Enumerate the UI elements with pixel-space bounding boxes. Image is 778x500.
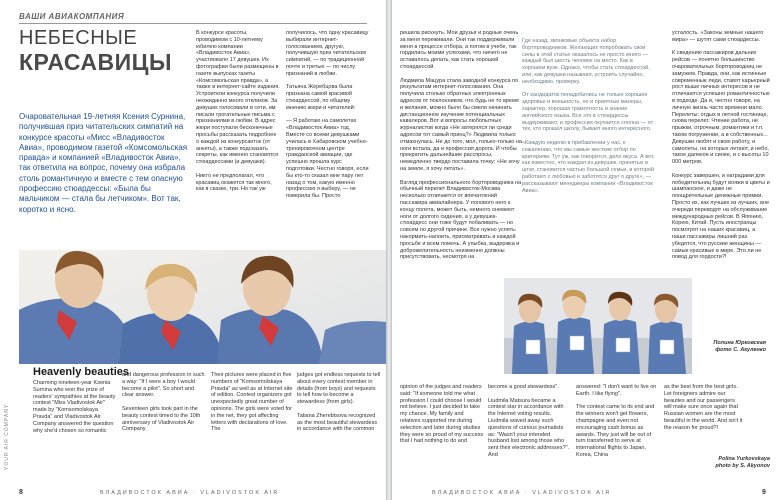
english-column-6: become a good stewardess". Liudmila Matsura became a contest star in accordance with the Internet voting results. Liudmila waved away such questions of curious journalists as: "Wasn't your intended husband lost among those who sent their electronic addresses?". And [488,384,570,458]
article-title-line2: КРАСАВИЦЫ [19,49,173,75]
body-column-ru-1: В конкурсе красоты, проводимом с 10-летнему юбилею компании «Владивосток Авиа», участвовало 17 девушек. Их фотографии были размещены в газете выпусках газеты «Комсомольская правда», а также в интернет-сайте издания. Устроители конкурса получили неожиданно много откликов. За девушек голосовали в сети, им писали трогательные письма с признаниями в любви. В адрес жюри поступали бесконечные просьбы рассказать подробнее о каждой из конкурсанток (от анкеты), а также подсказать секреты, как именно становятся стюардессами (и девушки). Никто не предполагал, что красавиц окажется так много, как в сказке, три. Но так уж [196,30,280,193]
body-column-ru-2: получилось, что одну красавицу выбирали интернет-голосованием, другую, получившую приз читательских симпатий, — по традиционной почте и третью — по числу признаний в любви. Татьяна Жеребцова была признана самой красивой стюардессой, по общему мнению жюри и читателей: — Я работаю на самолетах «Владивосток Авиа» год. Вместе со всеми девушками училась в Хабаровском учебно-тренировочном центре гражданской авиации, где успешно прошла курс подготовки. Честно говоря, если бы кто-то сказал мне пару лет назад о том, какую именно профессию я выберу, — не поверила бы. Просто [286,30,369,200]
section-header: ВАШИ АВИАКОМПАНИЯ [19,12,125,21]
english-column-8: as the best from the best girls. Let foreigners admire our beauties and our passengers will make sure once again that Russian women are the most beautiful in the world. And isn't it the reason for proud?! [664,384,743,431]
lead-paragraph: Очаровательная 19-летняя Ксения Сурнина, получившая приз читательских симпатий на конкурсе красоты «Мисс «Владивосток Авиа», проводимом газетой «Комсомольская правда» и компанией «Владивосток Авиа», так ответила на вопрос, почему она избрала столь романтичную и вместе с тем опасную профессию стюардессы: «Была бы мальчиком — стала бы летчиком». Вот так, коротко и ясно. [19,112,188,214]
stewardesses-group-photo [504,278,692,374]
english-column-7: answered: "I don't want to live on Earth. I like flying". The contest came to its end and the winners won't get flowers, champagne and even not encouraging cash bonus as awards. They just will be out of turn transferred to serve at international flights to Japan, Korea, China [576,384,657,458]
body-column-ru-3: решила рискнуть. Мои друзья и родные очень за меня переживали. Они так поддерживали меня в процессе отбора, а потом в учебе, так гордились моими успехами, что ничего не оставалось делать, как стать хорошей стюардессой. Людмила Мацура стала заводной конкурса по результатам интернет-голосования. Она получила столько обратных электронных адресов от поклонников, что будь не то время и желания, можно было бы смело начинать дистанционное изучение потенциальных кавалеров. Вот и вопросы любопытных журналистов когда «Не затерялся ли среди адресов тот самый принц?» Людмила только отмахнулась. Не до того, мол, только-только на ноги встала, да и профессия дорога. И чтобы прекратить дальнейшие расспросы, немедленно твердо поставила точку: «Не хочу на земле, я хочу летать». Взгляд профессионального бортпроводника на обычный перелет Владивосток-Москва несколько отличается от впечатлений пассажира авиалайнера. У полового него к концу полета, может быть, немного онемеют ноги от долгого сидения, а у девушек-стюардесс они тоже будут побаливать — но совсем по другой причине. Все нужно успеть: накормить-напоить, присматривать и каждой просьбе и всем помочь. А улыбка, выдержка и доброжелательность неизменно должны присутствовать, несмотря на [400,30,522,261]
right-page [392,0,778,500]
vertical-column-label: YOUR AIR COMPANY [4,403,10,470]
page-footer: ВЛАДИВОСТОК АВИА · VLADIVOSTOK AIR [432,490,612,496]
page-footer: ВЛАДИВОСТОК АВИА · VLADIVOSTOK AIR [100,490,280,496]
body-column-ru-4: усталость. «Законы земные нашего мира» — шутят сами стюардессы. К сведению пассажиров дальних рейсов — понятно большинство очаровательных бортпроводниц не замужем. Правда, они, как истинные современные леди, ставят карьерный рост выше личных интересов и не отличаются успешно романтичностью в подходе. Да и, честно говоря, на личную жизнь часто времени мало. Перелеты: отдых в летной гостинице, снова перелет. Чтение работа, не прыжки, отрочным, романтики и т.п. таком погружении, а в собственных... Девушки любят и свою работу, и самолеты, на которых летают, и небо, такое далекое и синее, и с высоты 10 000 метров. Конкурс завершен, и наградами для победительниц будут вояжи в цветы и шампанское, и даже не поощрительные денежные премии. Просто их, как лучших из лучших, вне очереди переводят на обслуживание международных рейсов. В Японию, Корею, Китай. Пусть иностранцы посмотрят на наших красавиц, а наши пассажиры лишний раз убедятся, что русские женщины — самые красивые в мире. Это ли не повод для гордости?! [672,30,770,261]
english-column-5: opinion of the judges and readers said: "If someone told me what profession I could choose I would not believe. I just decided to take my chance. My family and relatives supported me during selection and later during studies they were so proud of my success that I had nothing to do and [400,384,484,445]
stewardesses-photo [19,250,386,364]
english-column-3: Their pictures were placed in five numbers of "Komsomolskaya Pravda" as well as at Internet site of edition. Contest organizers got unexpectedly great number of opinions. The girls were voted for in the net, they got affecting letters with declarations of love. The [211,372,293,433]
english-column-1: Charming nineteen-year Ksenia Surnina who won the prize of readers' sympathies at the beauty contest "Miss Vladivostok Air" made by "Komsomolskaya Pravda" and Vladivostok Air Company answered the question why she'd chosen so romantic [33,380,116,434]
english-column-4: judges got endless requests to tell about every contest member in details (from boys) and requests to tell how to become a stewardess (from girls). Tatiana Zherebtsova recognized as the most beautiful stewardess in accordance with the common [297,372,381,433]
photo-caption-ru: Полина Юрковская фото С. Акуленко [713,340,766,353]
english-column-2: and dangerous profession in such a way: "If I were a boy I would become a pilot". So short and clear answer. Seventeen girls took part in the beauty contest timed to the 10th anniversary of Vladivostok Air Company. [122,372,205,433]
article-title-line1: НЕБЕСНЫЕ [19,27,138,49]
pull-quote-panel: Где назад, звонковые объекта набор бортпроводников. Желающих попробовать свои силы в этой статье оказалось не просто много — каждый был шесть человек на место. Как в хорошем вузе. Однако, чтобы стать стюардессой, или, как девушки называют, устроить случайно, необходимо, проверку. От кандидаток понадобились не только хорошее здоровье и внешность, но и приятные манеры, характер, хорошая грамотность и знание английского языка. Все это в стюардессы выдерживают, и профессия окупается сполна — от тех, кто прошел школу, бывает много интересного. «Каждую неделю в прибавлении у нас, к сожалению, что мы самые жесткие отбор по критериям. Тут уж, как говорится, дело вкуса. А вот, как известно, что каждая из девушек, принятых в штат, становится частью большой семьи, в которой работают с любовью и заботятся друг о друге», — рассказывают менеджеры компании «Владивосток Авиа». [522,38,655,194]
section-rule [19,23,367,24]
page-number: 9 [762,489,766,496]
page-number: 8 [19,489,23,496]
photo-caption-en: Polina Yurkovskaya photo by S. Akyonov [715,456,770,469]
left-page [0,0,386,500]
english-title: Heavenly beauties [33,366,129,378]
